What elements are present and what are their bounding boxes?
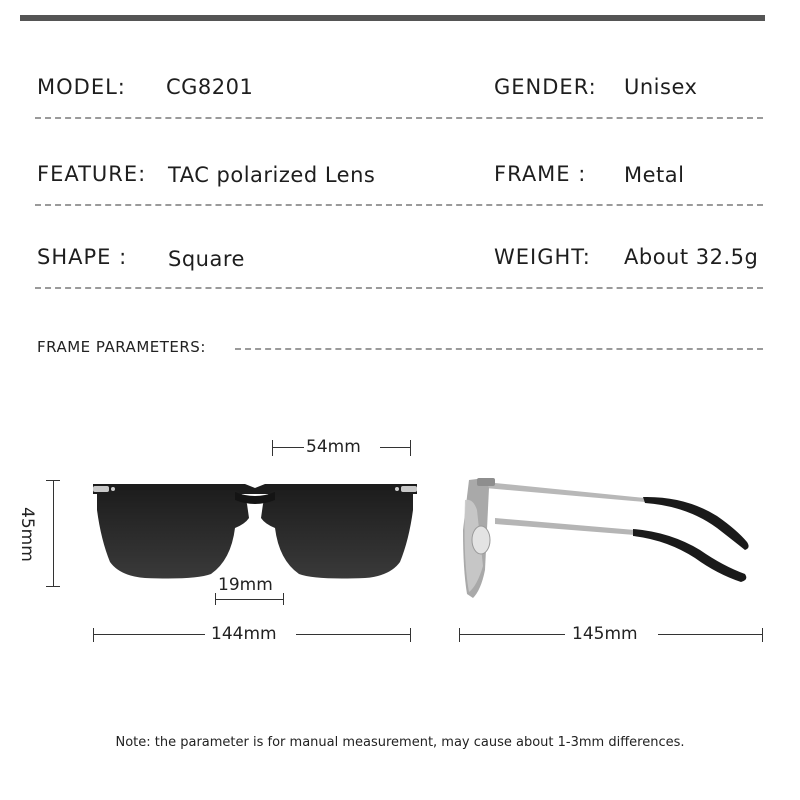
dimension-tick [410,440,411,456]
dimension-line [272,447,304,448]
shape-label: SHAPE : [37,245,128,269]
feature-label: FEATURE: [37,162,147,186]
dimension-line [296,634,410,635]
model-label: MODEL: [37,75,126,99]
frame-parameters-label: FRAME PARAMETERS: [37,338,206,356]
frame-parameters-divider [235,348,763,350]
dimension-line [215,599,283,600]
dimension-line [93,634,205,635]
lens-height-label: 45mm [17,507,37,562]
dimension-line [53,480,54,586]
dimension-tick [93,628,94,642]
shape-value: Square [168,247,245,271]
gender-label: GENDER: [494,75,597,99]
dimension-line [658,634,762,635]
measurement-note: Note: the parameter is for manual measurement, may cause about 1-3mm differences. [115,735,685,750]
weight-label: WEIGHT: [494,245,591,269]
glasses-front-image [85,470,425,590]
weight-value: About 32.5g [624,245,759,269]
dimension-tick [459,628,460,642]
divider [35,204,763,206]
divider [35,117,763,119]
gender-value: Unisex [624,75,698,99]
dimension-tick [46,586,60,587]
feature-value: TAC polarized Lens [168,163,376,187]
dimension-tick [410,628,411,642]
dimension-tick [762,628,763,642]
model-value: CG8201 [166,75,254,99]
dimension-tick [283,593,284,605]
glasses-side-image [455,470,765,610]
top-bar [20,15,765,21]
lens-width-label: 54mm [306,437,361,457]
dimension-tick [272,440,273,456]
dimension-line [459,634,565,635]
temple-length-label: 145mm [572,624,638,644]
dimension-line [380,447,410,448]
frame-width-label: 144mm [211,624,277,644]
frame-label: FRAME : [494,162,587,186]
divider [35,287,763,289]
frame-value: Metal [624,163,685,187]
bridge-label: 19mm [218,575,273,595]
